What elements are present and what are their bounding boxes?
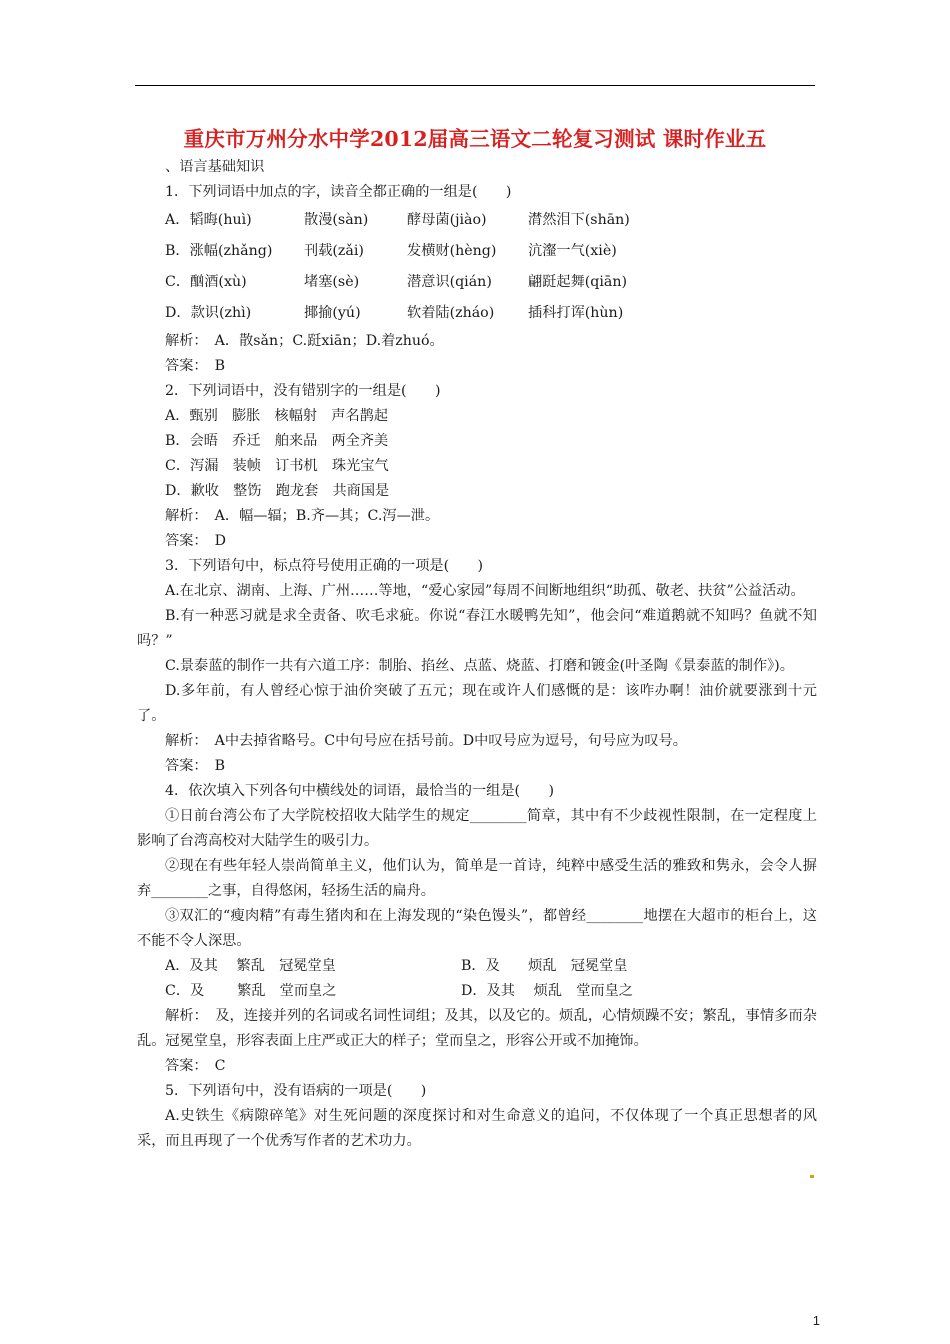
question-3-option-c: C.景泰蓝的制作一共有六道工序：制胎、掐丝、点蓝、烧蓝、打磨和镀金(叶圣陶《景泰蓝的制作》)。 — [165, 658, 794, 674]
page-number: 1 — [812, 1313, 820, 1328]
annotation-mark — [810, 1175, 814, 1178]
question-3-analysis: 解析： A中去掉省略号。C中句号应在括号前。D中叹号应为逗号，句号应为叹号。 — [165, 733, 687, 749]
question-4-option-c: C．及 繁乱 堂而皇之 — [165, 983, 337, 999]
question-5-stem: 5．下列语句中，没有语病的一项是( ) — [165, 1083, 427, 1099]
document-body — [137, 155, 817, 1154]
question-2-analysis: 解析： A．幅—辐；B.齐—其；C.泻—泄。 — [165, 508, 440, 524]
question-1-stem: 1．下列词语中加点的字，读音全都正确的一组是( ) — [165, 184, 512, 200]
question-2-stem: 2．下列词语中，没有错别字的一组是( ) — [165, 383, 441, 399]
question-1-option-b: B．涨幅(zhǎng) 刊载(zǎi) 发横财(hèng) 沆瀣一气(xiè) — [165, 243, 617, 259]
question-1-answer: 答案： B — [165, 358, 226, 374]
question-3-option-b: B.有一种恶习就是求全责备、吹毛求疵。你说“春江水暖鸭先知”，他会问“难道鹅就不知吗？鱼就不知吗？” — [137, 608, 817, 649]
question-4-sentence-2: ②现在有些年轻人崇尚简单主义，他们认为，简单是一首诗，纯粹中感受生活的雅致和隽永，会令人摒弃________之事，自得悠闲，轻扬生活的扁舟。 — [137, 858, 817, 899]
question-2-option-b: B．会晤 乔迁 舶来品 两全齐美 — [165, 433, 389, 449]
question-1-option-d: D．款识(zhì) 揶揄(yú) 软着陆(zháo) 插科打诨(hùn) — [165, 305, 624, 321]
question-4-sentence-1: ①日前台湾公布了大学院校招收大陆学生的规定________简章，其中有不少歧视性限制，在一定程度上影响了台湾高校对大陆学生的吸引力。 — [137, 808, 817, 849]
question-4-option-b: B．及 烦乱 冠冕堂皇 — [461, 958, 628, 974]
question-4-answer: 答案： C — [165, 1058, 226, 1074]
question-2-option-a: A．甄别 膨胀 核幅射 声名鹊起 — [165, 408, 389, 424]
question-3-answer: 答案： B — [165, 758, 226, 774]
question-3-stem: 3．下列语句中，标点符号使用正确的一项是( ) — [165, 558, 484, 574]
question-4-analysis: 解析： 及，连接并列的名词或名词性词组；及其，以及它的。烦乱，心情烦躁不安；繁乱，事情多而杂乱。冠冕堂皇，形容表面上庄严或正大的样子；堂而皇之，形容公开或不加掩饰。 — [137, 1008, 817, 1049]
section-heading: 、语言基础知识 — [165, 159, 265, 175]
question-4-stem: 4．依次填入下列各句中横线处的词语，最恰当的一组是( ) — [165, 783, 554, 799]
question-4-option-a: A．及其 繁乱 冠冕堂皇 — [165, 958, 336, 974]
question-2-option-c: C．泻漏 装帧 订书机 珠光宝气 — [165, 458, 389, 474]
question-3-option-a: A.在北京、湖南、上海、广州……等地，“爱心家园”每周不间断地组织“助孤、敬老、扶贫”公益活动。 — [165, 583, 805, 599]
question-3-option-d: D.多年前，有人曾经心惊于油价突破了五元；现在或许人们感慨的是：该咋办啊！油价就要涨到十元了。 — [137, 683, 817, 724]
header-rule — [135, 85, 815, 86]
question-2-answer: 答案： D — [165, 533, 227, 549]
question-4-option-d: D．及其 烦乱 堂而皇之 — [461, 983, 633, 999]
question-1-option-a: A．韬晦(huì) 散漫(sàn) 酵母菌(jiào) 潸然泪下(shān) — [165, 212, 630, 228]
question-4-options-row-2 — [137, 979, 817, 1004]
question-4-options-row-1 — [137, 954, 817, 979]
question-5-option-a: A.史铁生《病隙碎笔》对生死问题的深度探讨和对生命意义的追问，不仅体现了一个真正思想者的风采，而且再现了一个优秀写作者的艺术功力。 — [137, 1108, 817, 1149]
question-2-option-d: D．歉收 整饬 跑龙套 共商国是 — [165, 483, 390, 499]
question-1-analysis: 解析： A．散sǎn；C.跹xiān；D.着zhuó。 — [165, 333, 444, 349]
question-4-sentence-3: ③双汇的“瘦肉精”有毒生猪肉和在上海发现的“染色馒头”，都曾经________地摆在大超市的柜台上，这不能不令人深思。 — [137, 908, 817, 949]
question-1-option-c: C．酗酒(xù) 堵塞(sè) 潜意识(qián) 翩跹起舞(qiān) — [165, 274, 628, 290]
document-title: 重庆市万州分水中学2012届高三语文二轮复习测试 课时作业五 — [183, 127, 767, 151]
